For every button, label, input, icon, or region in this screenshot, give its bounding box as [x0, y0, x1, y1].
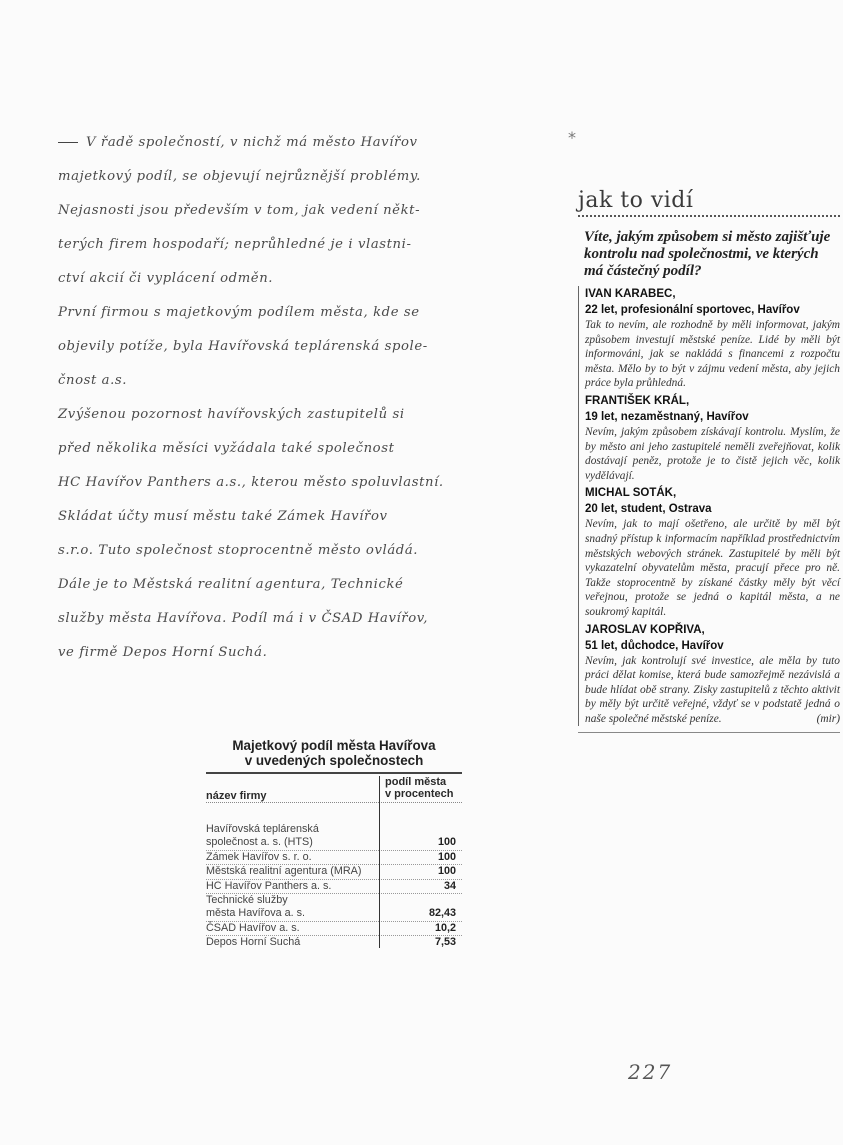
respondent — [585, 393, 840, 483]
table-row: HC Havířov Panthers a. s. 34 — [206, 880, 462, 894]
margin-asterisk-mark: * — [568, 128, 576, 147]
author-credit: (mir) — [816, 712, 840, 725]
handwritten-line: s.r.o. Tuto společnost stoprocentně město ovládá. — [58, 543, 419, 558]
ownership-table — [206, 738, 462, 950]
table-row: města Havířova a. s. 82,43 — [206, 907, 462, 921]
table-row: ČSAD Havířov a. s. 10,2 — [206, 922, 462, 936]
handwritten-line: ve firmě Depos Horní Suchá. — [58, 645, 268, 660]
handwritten-line: Nejasnosti jsou především v tom, jak vedení někt- — [58, 203, 421, 218]
table-row: Havířovská teplárenská — [206, 823, 319, 835]
column-header-company: název firmy — [206, 774, 379, 803]
respondent-name: MICHAL SOTÁK, — [585, 487, 677, 500]
respondent-info: 20 let, student, Ostrava — [585, 503, 712, 516]
handwritten-line: Zvýšenou pozornost havířovských zastupitelů si — [58, 407, 405, 422]
table-header — [206, 774, 462, 803]
respondents-list — [578, 286, 840, 726]
respondent-info: 22 let, profesionální sportovec, Havířov — [585, 304, 800, 316]
respondent-answer: Nevím, jak to mají ošetřeno, ale určitě by měl být snadný přístup k informacím například prostřednictvím městských webových stránek. Zastupitelé by měli být vykazatelní obyvatelům města, pracují přece pro ně. Takže stoprocentně by získané částky měly být věcí veřejnou, protože se jedná o kapitál města, a ne soukromý kapitál. — [585, 518, 840, 618]
poll-sidebar — [578, 188, 840, 733]
handwritten-line: majetkový podíl, se objevují nejrůznější problémy. — [58, 169, 421, 184]
respondent-answer: Tak to nevím, ale rozhodně by měli informovat, jakým způsobem investují městské peníze. Lidé by měli být informováni, jak se nakládá s financemi z rozpočtu města. Mělo by to být v zájmu vedení města, aby jejich práce byla průhledná. — [585, 319, 840, 390]
table-body — [206, 823, 462, 950]
handwritten-line: HC Havířov Panthers a.s., kterou město spoluvlastní. — [58, 475, 444, 490]
sidebar-bottom-rule — [578, 732, 840, 733]
table-row: Technické služby — [206, 894, 288, 907]
handwritten-line: čnost a.s. — [58, 373, 128, 388]
handwritten-line: Dále je to Městská realitní agentura, Technické — [58, 577, 404, 592]
respondent-info: 19 let, nezaměstnaný, Havířov — [585, 410, 749, 423]
sidebar-heading: jak to vidí — [578, 188, 840, 217]
handwritten-line: První firmou s majetkovým podílem města, kde se — [58, 305, 420, 320]
dash-mark — [58, 142, 78, 143]
handwritten-line: Skládat účty musí městu také Zámek Havířov — [58, 509, 388, 524]
respondent-name: IVAN KARABEC, — [585, 288, 676, 300]
table-column-divider — [379, 776, 380, 948]
handwritten-line: objevily potíže, byla Havířovská teplárenská spole- — [58, 339, 428, 354]
handwritten-line: V řadě společností, v nichž má město Havířov — [58, 128, 578, 162]
table-row: Městská realitní agentura (MRA) 100 — [206, 865, 462, 879]
table-row: Depos Horní Suchá 7,53 — [206, 936, 456, 949]
table-row: Zámek Havířov s. r. o. 100 — [206, 851, 462, 865]
respondent-answer: Nevím, jak kontrolují své investice, ale měla by tuto práci dělat komise, která bude samozřejmě nezávislá a bude hlídat obě strany. Zisky zastupitelů z těchto aktivit by měly být určitě veřejné, vždyť se v podstatě jedná o naše společné městské peníze. (mir) — [585, 654, 840, 725]
respondent-answer: Nevím, jakým způsobem získávají kontrolu. Myslím, že by město ani jeho zastupitelé neměli zveřejňovat, kolik dostávají peněz, protože je to čistě jejich věc, kolik vydělávají. — [585, 425, 840, 482]
page-number: 227 — [628, 1060, 673, 1084]
sidebar-question: Víte, jakým způsobem si město zajišťuje kontrolu nad společnostmi, ve kterých má částečný podíl? — [584, 229, 831, 279]
respondent-name: FRANTIŠEK KRÁL, — [585, 394, 690, 407]
respondent-info: 51 let, důchodce, Havířov — [585, 639, 724, 652]
respondent — [585, 286, 840, 391]
respondent — [585, 622, 840, 727]
respondent-name: JAROSLAV KOPŘIVA, — [585, 623, 705, 636]
handwritten-line: terých firem hospodaří; neprůhledné je i vlastni- — [58, 237, 412, 252]
column-header-share: podíl města v procentech — [379, 774, 462, 803]
respondent — [585, 485, 840, 619]
handwritten-text — [58, 128, 578, 672]
handwritten-line: služby města Havířova. Podíl má i v ČSAD Havířov, — [58, 611, 429, 626]
table-title: Majetkový podíl města Havířova v uvedených společnostech — [232, 738, 436, 768]
handwritten-line: ctví akcií či vyplácení odměn. — [58, 271, 274, 286]
handwritten-line: před několika měsíci vyžádala také společnost — [58, 441, 395, 456]
table-row: společnost a. s. (HTS) 100 — [206, 836, 462, 850]
